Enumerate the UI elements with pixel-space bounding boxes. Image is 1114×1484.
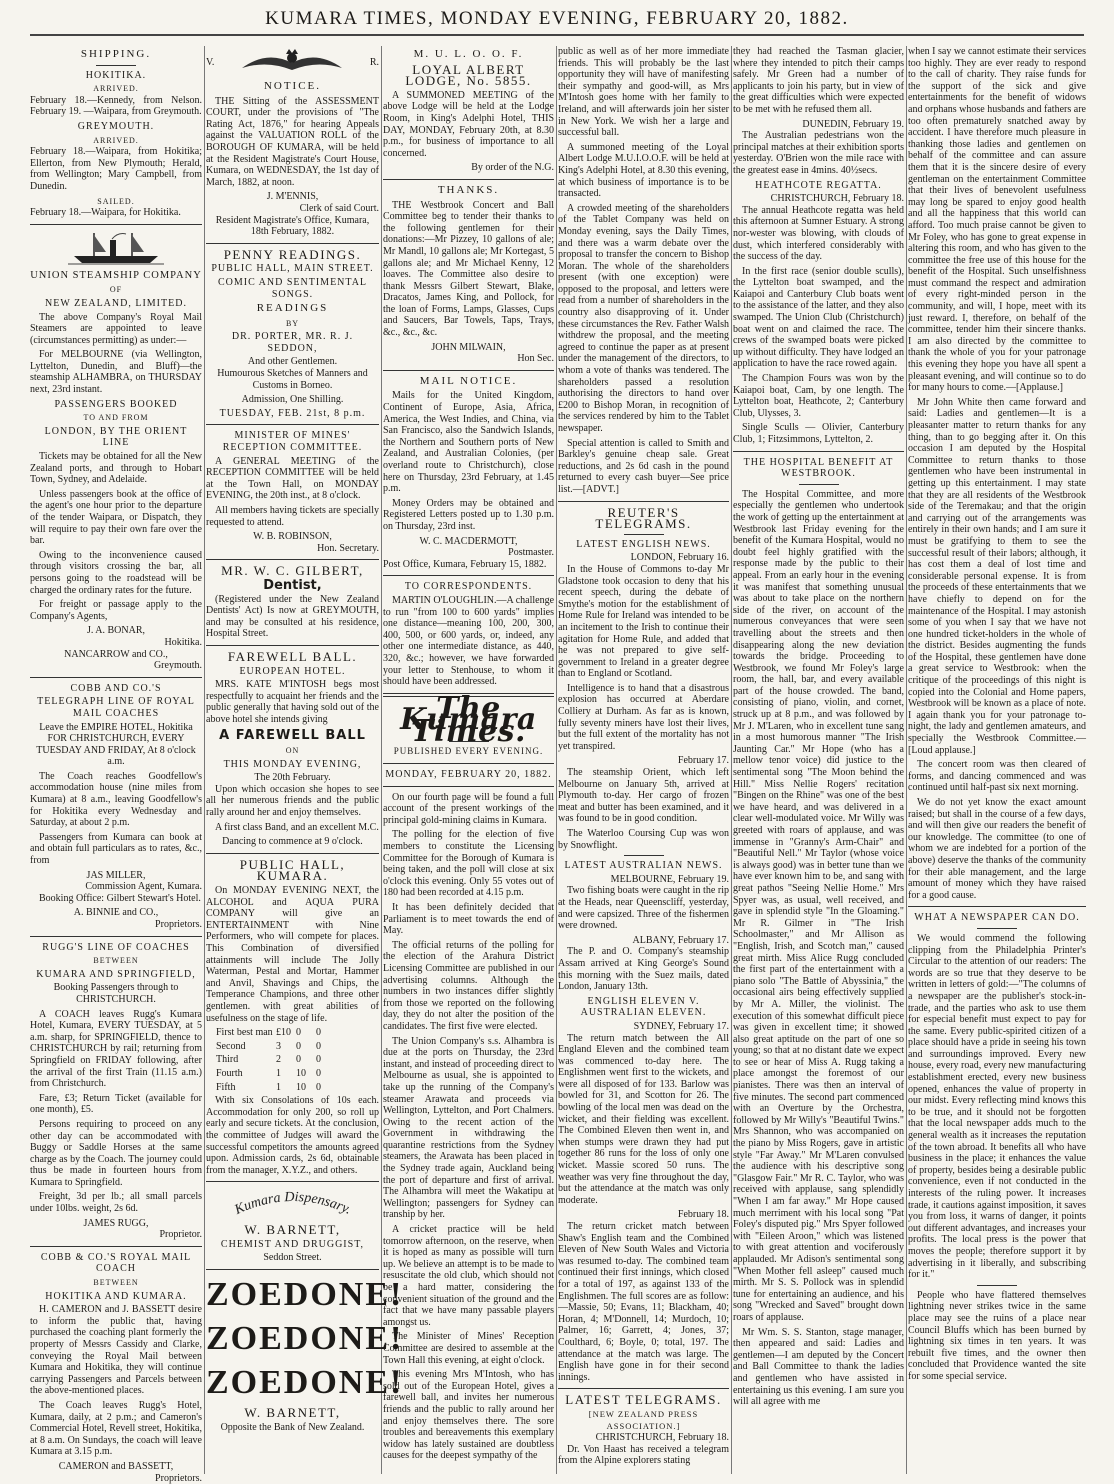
penny-humour: Humourous Sketches of Manners and Customs in Borneo. — [217, 368, 368, 391]
published-line: PUBLISHED EVERY EVENING. — [393, 746, 544, 757]
dateline: February 18. — [677, 1209, 729, 1221]
column-2 — [206, 46, 404, 1474]
union-paragraph: For freight or passage apply to the Company's Agents, — [30, 599, 202, 622]
telegram-paragraph: Two fishing boats were caught in the rip at the Heads, near Queenscliff, yesterday, and were capsized. Three of the fishermen were drowned. — [558, 885, 729, 932]
editorial-paragraph: Special attention is called to Smith and Barkley's genuine cheap sale. Great reductions, and 2s 6d cash in the pound returned to every cash buyer—See price list.—[ADVT.] — [558, 437, 729, 495]
kate-paragraph: Dancing to commence at 9 o'clock. — [222, 836, 363, 848]
cobb2-heading: COBB & CO.'S ROYAL MAIL COACH — [40, 1251, 192, 1275]
prize-cell: 0 — [316, 1040, 321, 1052]
union-paragraph: Unless passengers book at the office of the agent's one hour prior to the departure of the tender Waipara, or Dispatch, they will require to pay their own fare over the bar. — [30, 488, 202, 547]
cobb-paragraph: Passengers from Kumara can book at and obtain full particulars as to rates, &c., from — [30, 831, 202, 867]
prize-table — [206, 1027, 379, 1093]
column-rule — [381, 46, 382, 1474]
signature: W. B. ROBINSON, — [253, 531, 332, 543]
mail-paragraph: Money Orders may be obtained and Registered Letters posted up to 1.30 p.m. on Thursday, 23rd inst. — [383, 497, 554, 532]
editorial-paragraph: The official returns of the polling for the election of the Arahura District Licensing Committee are published in our advertising columns. Although the numbers in two instances differ slightly from those we reported on the following day, they do not alter the position of the candidates. The first five were elected. — [383, 939, 554, 1032]
separator — [206, 424, 379, 425]
orient-line: LONDON, BY THE ORIENT LINE — [44, 425, 188, 449]
barnett-address: Opposite the Bank of New Zealand. — [220, 1421, 365, 1433]
signature-location: Post Office, Kumara, February 15, 1882. — [383, 558, 547, 570]
ball-date: The 20th February. — [254, 772, 331, 784]
masthead — [0, 0, 1114, 40]
zoedone-banner: ZOEDONE! — [206, 1276, 404, 1314]
steamship-icon — [66, 230, 166, 266]
union-of: OF — [109, 285, 123, 295]
union-paragraph: The above Company's Royal Mail Steamers are appointed to leave (circumstances permitting) as under:— — [30, 311, 202, 346]
prize-cell: Fourth — [216, 1067, 243, 1079]
cobb-paragraph: Booking Office: Gilbert Stewart's Hotel. — [39, 892, 201, 904]
minister-paragraph: All members having tickets are specially requested to attend. — [206, 505, 379, 528]
editorial-paragraph: The Minister of Mines' Reception Committee are desired to assemble at the Town Hall this evening, at eight o'clock. — [383, 1331, 554, 1366]
european-hotel: EUROPEAN HOTEL. — [239, 665, 346, 677]
column-1 — [30, 46, 202, 1484]
dateline: February 17. — [677, 755, 729, 767]
issue-date: MONDAY, FEBRUARY 20, 1882. — [385, 769, 552, 781]
separator — [206, 243, 379, 244]
arrived-label: ARRIVED. — [93, 84, 139, 94]
rugg-between: BETWEEN — [93, 956, 139, 966]
editorial-paragraph: The polling for the election of five members to constitute the Licensing Committee for the Borough of Kumara is being taken, and the poll will close at six o'clock this evening. Only 55 votes out of 180 had been recorded at 4.15 p.m. — [383, 829, 554, 899]
column-5 — [733, 46, 904, 1474]
column-rule — [556, 46, 557, 1474]
greymouth-arrivals: February 18.—Waipara, from Hokitika; Ellerton, from New Plymouth; Herald, from Wellington; Mary Campbell, from Dunedin. — [30, 146, 202, 192]
separator — [96, 65, 136, 66]
regatta-paragraph: The Champion Fours was won by the Kaiapoi boat, Cam, by one length. The Lyttelton boat, Heathcote, 2; Canterbury Club, Ulysses, 3. — [733, 373, 904, 419]
separator — [30, 1246, 202, 1247]
separator — [206, 559, 379, 560]
dateline: SYDNEY, February 17. — [633, 1020, 729, 1032]
telegram-paragraph: In the House of Commons to-day Mr Gladstone took occasion to deny that his recent speech, during the debate of Smythe's motion for the establishment of Home Rule for Ireland was intended to be an incitement to the Irish to continue their agitation for Home Rule, and added that he was not prepared to give self-government to Ireland in a greater degree than to England or Scotland. — [558, 563, 729, 680]
prize-cell: 10 — [296, 1067, 306, 1079]
prize-cell: 0 — [296, 1054, 301, 1066]
editorial-paragraph: On our fourth page will be found a full account of the present workings of the principal gold-mining claims in Kumara. — [383, 791, 554, 826]
signature: J. A. BONAR, — [86, 625, 146, 637]
loyal-lodge-heading: LOYAL ALBERT LODGE, No. 5855. — [405, 61, 532, 89]
editorial-paragraph: The Union Company's s.s. Alhambra is due at the ports on Thursday, the 23rd instant, and instead of proceeding direct to Melbourne as usual, she is appointed to take up the running of the Company's steamer Arawata and proceeds via Wellington, Lyttelton, and Port Chalmers. Owing to the recent action of the Government in withdrawing the quarantine restrictions from the Sydney steamers, the Arawata has been placed in the Sydney trade again, Auckland being the port of departure and first of arrival. The Alhambra will meet the Wakatipu at Wellington; passengers for Sydney can tranship by her. — [383, 1035, 554, 1221]
telegram-paragraph: The P. and O. Company's steamship Assam arrived at King George's Sound this morning with the Suez mails, dated London, January 13th. — [558, 946, 729, 993]
sailed-label: SAILED. — [97, 196, 135, 206]
correspondents-paragraph: MARTIN O'LOUGHLIN.—A challenge to run "from 100 to 600 yards" implies one distance—meaning 100, 200, 300, 400, 500, or 600 yards, or, indeed, any other one intermediate distance, as 440, 320, &c.; however, we have forwarded your letter to Stenhouse, to whom it should have been addressed. — [383, 594, 555, 688]
union-subheading: NEW ZEALAND, LIMITED. — [45, 297, 187, 309]
chemist-label: CHEMIST AND DRUGGIST, — [220, 1238, 365, 1250]
telegram-paragraph: The return cricket match between Shaw's English team and the Combined Eleven of New South Wales and Victoria was resumed to-day. The combined team continued their first innings, which closed for a total of 197, as against 133 of the Englishmen. The full scores are as follow:—Massie, 50; Evans, 11; Blackham, 40; Horan, 4; M'Donnell, 14; Murdoch, 10; Palmer, 16; Garrett, 4; Jones, 37; Coulthard, 6; Boyle, 0; total, 197. The attendance at the match was large. The English have gone in for their second innings. — [558, 1221, 729, 1383]
editorial-paragraph: A summoned meeting of the Loyal Albert Lodge M.U.I.O.O.F. will be held at King's Adelphi Hotel, at 8.30 this evening, at which business of importance is to be transacted. — [558, 141, 729, 200]
telegram-paragraph: they had reached the Tasman glacier, where they intended to pitch their camps safely. Mr Green had a number of applicants to join his party, but in view of the great difficulties which were expected to be met with he refused them all. — [733, 46, 904, 115]
union-paragraph: Owing to the inconvenience caused through visitors crossing the bar, all persons going to the roadstead will be charged the ordinary rates for the future. — [30, 549, 202, 596]
gilbert-heading: MR. W. C. GILBERT, — [221, 563, 364, 579]
signature: JAS MILLER, — [86, 869, 146, 881]
telegram-paragraph: Intelligence is to hand that a disastrous explosion has occurred at Aberdare Colliery at Durham. As far as is known, fully seventy miners have lost their lives, but the full extent of the mortality has not yet transpired. — [558, 682, 729, 752]
newspaper-nameplate: The Kumara Times. — [400, 690, 537, 749]
signature-role: Clerk of said Court. — [299, 202, 379, 214]
latest-english-heading: LATEST ENGLISH NEWS. — [576, 538, 711, 550]
royal-crest — [206, 48, 379, 78]
svg-text:Kumara Dispensary. — [231, 1190, 353, 1218]
signature: W. C. MACDERMOTT, — [419, 535, 518, 547]
prize-row — [216, 1082, 379, 1094]
telegram-paragraph: The Waterloo Coursing Cup was won by Snowflight. — [558, 828, 729, 851]
regatta-heading: HEATHCOTE REGATTA. — [755, 179, 882, 191]
signature-role: Proprietors. — [155, 919, 202, 930]
cobb-heading: COBB AND CO.'S — [70, 682, 162, 694]
greymouth-heading: GREYMOUTH. — [77, 120, 155, 132]
crown-crest-icon — [237, 48, 347, 78]
ball-evening: THIS MONDAY EVENING, — [223, 758, 362, 770]
zoedone-banner: ZOEDONE! — [206, 1364, 404, 1402]
regatta-paragraph: Single Sculls — Olivier, Canterbury Club, 1; Fitzsimmons, Lyttelton, 2. — [733, 422, 904, 445]
notice-heading: NOTICE. — [263, 80, 322, 92]
prize-cell: 0 — [316, 1067, 321, 1079]
masthead-title: KUMARA TIMES, MONDAY EVENING, FEBRUARY 20, 1882. — [265, 8, 849, 29]
public-hall-heading: PUBLIC HALL, KUMARA. — [239, 856, 346, 884]
kate-paragraph: MRS. KATE M'INTOSH begs most respectfully to acquaint her friends and the public generally that having sold out of the above hotel she intends giving — [206, 679, 379, 725]
hospital-paragraph: when I say we cannot estimate their services too highly. They are ever ready to respond to the call of charity. They raise funds for the support of the sick and give entertainments for the benefit of widows and orphans whose husbands and fathers are too often prematurely snatched away by accident. I have therefore much pleasure in thanking those ladies and gentlemen on behalf of the committee and can assure them that it is the sincere desire of every gentleman on the entertainment Committee that their lives of benevolent usefulness may long be spared to enjoy good health and all the happiness that this world can afford. Too much praise cannot be given to Mr Foley, who has gone to great expense in altering this room, and who has given to the committee the free use of this house for the benefit of the Hospital. Such unselfishness must command the respect and admiration of every right-minded person in the community, and will, I hope, meet with its just reward. I, therefore, on behalf of the committee, tender him their sincere thanks. I am also directed by the committee to thank the whole of you for your patronage this evening they hope you have all spent a pleasant evening, and will continue so to do for many hours to come.—[Applause.] — [908, 46, 1086, 394]
separator — [977, 1285, 1017, 1286]
prize-cell: £10 — [276, 1027, 291, 1039]
separator — [383, 763, 554, 764]
hall-paragraph: On MONDAY EVENING NEXT, the ALCOHOL and AQUA PURA COMPANY will give an ENTERTAINMENT with Nine Performers, who will compete for places. This Combination of diversified attainments will include The Jolly Waterman, Pestal and Mortar, Hammer and Anvil, Shavings and Chips, the Temperance Champions, and three other gentlemen. with great abilities of usefulness on the stage of life. — [206, 885, 379, 1024]
dateline: CHRISTCHURCH, February 18. — [770, 193, 904, 205]
lightning-paragraph: People who have flattered themselves lightning never strikes twice in the same place may see the ruins of a place near Council Bluffs which has been burned by lightning six times in ten years. It was rebuilt five times, and the owner then concluded that Providence wanted the site for some special service. — [908, 1289, 1086, 1382]
separator — [624, 534, 664, 535]
column-3 — [383, 46, 554, 1474]
cobb-paragraph: The Coach reaches Goodfellow's accommodation house (nine miles from Kumara) at 8 a.m., leaving Goodfellow's for Hokitika every Wednesday and Saturday, at about 2 p.m. — [30, 770, 202, 829]
prize-cell: 2 — [276, 1054, 281, 1066]
separator — [30, 677, 202, 678]
ball-on: ON — [285, 746, 300, 756]
latest-telegrams-heading: LATEST TELEGRAMS. — [565, 1392, 722, 1408]
telegram-paragraph: The steamship Orient, which left Melbourne on January 5th, arrived at Plymouth to-day. Her cargo of frozen meat and butter has been examined, and it was found to be in good condition. — [558, 767, 729, 825]
separator — [383, 370, 554, 371]
column-4 — [558, 46, 729, 1474]
prize-cell: 0 — [316, 1081, 321, 1093]
cobb2-paragraph: H. CAMERON and J. BASSETT desire to inform the public that, having purchased the coaching plant formerly the property of Messrs Cassidy and Clarke, conveying the Royal Mail between Kumara and Hokitika, they will continue carrying Passengers and Parcels between the above-mentioned places. — [30, 1304, 202, 1397]
cobb2-between: BETWEEN — [93, 1278, 139, 1288]
reuters-heading: REUTER'S TELEGRAMS. — [595, 504, 692, 532]
zoedone-banner: ZOEDONE! — [206, 1320, 404, 1358]
prize-cell: Fifth — [216, 1081, 236, 1093]
signature-role: Hon Sec. — [517, 353, 554, 365]
greymouth-sailed: February 18.—Waipara, for Hokitika. — [30, 207, 181, 219]
penny-others: And other Gentlemen. — [247, 356, 338, 368]
gilbert-paragraph: (Registered under the New Zealand Dentists' Act) Is now at GREYMOUTH, and may be consulted at his residence, Hospital Street. — [206, 593, 379, 640]
prize-cell: 0 — [316, 1027, 321, 1039]
column-6 — [908, 46, 1086, 1474]
telegram-paragraph: The Australian pedestrians won the principal matches at their exhibition sports yesterday. O'Brien won the mile race with the greatest ease in 4mins. 40½secs. — [733, 130, 904, 176]
telegram-paragraph: The return match between the All England Eleven and the combined team was commenced to-day here. The Englishmen went first to the wickets, and were all disposed of for 133. Barlow was bowled for 31, and Scotton for 26. The bowling of the local men was dead on the wicket, and their fielding was excellent. The Combined Eleven then went in, and when stumps were drawn they had put together 86 runs for the loss of only one wicket. Massie scored 50 runs. The weather was very fine throughout the day, but the attendance at the match was only moderate. — [558, 1032, 729, 1206]
crest-v: V. — [206, 57, 215, 69]
signature-role: Proprietor. — [159, 1229, 202, 1241]
column-rule — [204, 46, 205, 1474]
union-paragraph: For MELBOURNE (via Wellington, Lyttelton, Dunedin, and Bluff)—the steamship ALHAMBRA, on THURSDAY next, 23rd instant. — [30, 349, 202, 396]
prize-row — [216, 1054, 379, 1066]
editorial-paragraph: A cricket practice will be held tomorrow afternoon, on the reserve, when it is hoped as many as possible will turn up. We believe an attempt is to be made to resuscitate the old club, which should not be a hard matter, considering the convenient situation of the ground and the fact that we have many passable players amongst us. — [383, 1224, 554, 1328]
passengers-sub: TO AND FROM — [83, 413, 149, 423]
separator — [383, 575, 554, 576]
minister-heading: MINISTER OF MINES' RECEPTION COMMITTEE. — [222, 430, 363, 454]
farewell-ball-title: A FAREWELL BALL — [219, 727, 366, 743]
prize-row — [216, 1041, 379, 1053]
dateline: MELBOURNE, February 19. — [610, 873, 729, 885]
penny-by: BY — [285, 318, 300, 328]
signature-location: Resident Magistrate's Office, Kumara, 18th February, 1882. — [215, 214, 370, 238]
hospital-paragraph: We do not yet know the exact amount raised; but shall in the course of a few days, and will then give our readers the benefit of our knowledge. The committee (to one of whom we are indebted for a portion of the above) deserve the thanks of the community for their able management, and the large amount of money which they have raised for a good cause. — [908, 797, 1086, 901]
separator — [558, 1388, 729, 1389]
cobb-title: TELEGRAPH LINE OF ROYAL MAIL COACHES — [37, 696, 195, 719]
cobb2-paragraph: The Coach leaves Rugg's Hotel, Kumara, daily, at 2 p.m.; and Cameron's Commercial Hotel, Revell street, Hokitika, at 8 a.m. On Sundays, the coach will leave Kumara at 3.15 p.m. — [30, 1399, 202, 1458]
separator — [383, 179, 554, 180]
rugg-paragraph: A COACH leaves Rugg's Kumara Hotel, Kumara, EVERY TUESDAY, at 5 a.m. sharp, for SPRINGFIELD, thence to CHRISTCHURCH by rail; returning from Springfield on FRIDAY following, after the arrival of the first Train (11.15 a.m.) from Christchurch. — [30, 1008, 202, 1090]
editorial-paragraph: public as well as of her more immediate friends. This will probably be the last opportunity they will have of manifesting their sympathy and good-will, as Mrs M'Intosh goes home with her family to Ireland, and will afterwards join her sister in New York. We wish her a large and successful ball. — [558, 46, 729, 139]
minister-paragraph: A GENERAL MEETING of the RECEPTION COMMITTEE will be held at the Town Hall, on MONDAY EVENING, the 20th inst., at 8 o'clock. — [206, 455, 379, 502]
masthead-rule — [30, 34, 1084, 36]
signature-role: Hon. Secretary. — [317, 542, 379, 554]
rugg-route: KUMARA AND SPRINGFIELD, — [36, 968, 196, 980]
penny-performers: DR. PORTER, MR. R. J. SEDDON, — [231, 331, 354, 354]
dateline: CHRISTCHURCH, February 18. — [595, 1432, 729, 1444]
separator — [558, 501, 729, 502]
separator — [383, 786, 554, 787]
regatta-paragraph: In the first race (senior double sculls), the Lyttelton boat swamped, and the Kaiapoi and Canterbury Club boats went to the assistance of the latter, and they also swamped. The Union Club (Christchurch) boat went on and claimed the race. The crews of the swamped boats were picked up without difficulty. They have lodged an application to have the race rowed again. — [733, 265, 904, 370]
editorial-paragraph: A crowded meeting of the shareholders of the Tablet Company was held on Monday evening, says the Daily Times, and there was a warm debate over the proposal to transfer the concern to Bishop Moran. The whole of the shareholders present (with one exception) were opposed to the proposal, and letters were read from a number of shareholders in the country also disapproving of it. Under these circumstances the Rev. Father Walsh withdrew the proposal, and the meeting agreed to continue the paper as at present under the management of the directors, to whom a vote of thanks was tendered. The shareholders passed a resolution authorising the directors to hand over £200 to Bishop Moran, in recognition of the services rendered by him to the Tablet newspaper. — [558, 202, 729, 434]
shipping-heading: SHIPPING. — [80, 48, 152, 60]
farewell-heading: FAREWELL BALL. — [227, 648, 358, 664]
penny-readings-heading: PENNY READINGS. — [223, 246, 362, 262]
hokitika-arrivals: February 18.—Kennedy, from Nelson. February 19. —Waipara, from Greymouth. — [30, 94, 202, 118]
arrived-label: ARRIVED. — [93, 135, 139, 145]
barnett-name: W. BARNETT, — [244, 1405, 341, 1421]
prize-cell: 1 — [276, 1067, 281, 1079]
seddon-street: Seddon Street. — [263, 1252, 322, 1264]
prize-cell: First best man — [216, 1027, 273, 1039]
signature-location: Hokitika. — [164, 636, 202, 648]
signature-role: Proprietors. — [155, 1472, 202, 1484]
prize-row — [216, 1068, 379, 1080]
separator — [206, 853, 379, 854]
lodge-paragraph: A SUMMONED MEETING of the above Lodge will be held at the Lodge Room, in King's Adelphi Hotel, THIS DAY, MONDAY, February 20th, at 8.30 p.m., for business of importance to all concerned. — [383, 89, 554, 159]
kate-paragraph: Upon which occasion she hopes to see all her numerous friends and the public rally around her and enjoy themselves. — [206, 783, 379, 819]
prize-row — [216, 1027, 379, 1039]
signature: JOHN MILWAIN, — [431, 341, 506, 353]
newspaper-heading: WHAT A NEWSPAPER CAN DO. — [914, 912, 1080, 924]
press-association: [NEW ZEALAND PRESS ASSOCIATION.] — [588, 1408, 699, 1431]
prize-cell: Second — [216, 1040, 246, 1052]
muloof-heading: M. U. L. O. O. F. — [413, 48, 524, 60]
separator — [799, 484, 839, 485]
latest-australian-heading: LATEST AUSTRALIAN NEWS. — [564, 860, 723, 872]
separator — [30, 224, 202, 225]
column-rule — [731, 46, 732, 1474]
penny-hall: PUBLIC HALL, MAIN STREET. — [211, 263, 374, 275]
telegram-paragraph: Dr. Von Haast has received a telegram from the Alpine explorers stating — [558, 1443, 729, 1467]
dateline: ALBANY, February 17. — [632, 934, 729, 946]
hall-paragraph: With six Consolations of 10s each. Accommodation for only 200, so roll up early and secure tickets. At the conclusion, the committee of Judges will award the successful competitors the amounts agreed upon. Admission cards, 2s 6d, obtainable from the manager, X.Y.Z., and others. — [206, 1095, 379, 1176]
hospital-paragraph: Mr Wm. S. S. Stanton, stage manager, then appeared and said: Ladies and gentlemen—I am deputed by the Concert and Ball Committee to thank the ladies and gentlemen who have assisted in entertaining us this evening. I am sure you will all agree with me — [733, 1326, 904, 1408]
signature: J. M'ENNIS, — [266, 191, 319, 203]
penny-admission: Admission, One Shilling. — [241, 394, 344, 406]
notice-paragraph: THE Sitting of the ASSESSMENT COURT, under the provisions of "The Rating Act, 1876," for hearing Appeals against the VALUATION ROLL of the BOROUGH OF KUMARA, will be held at the Resident Magistrate's Court House, Kumara, on WEDNESDAY, the 1st day of March, 1882, at noon. — [206, 95, 379, 188]
regatta-paragraph: The annual Heathcote regatta was held this afternoon at Sumner Estuary. A strong nor-wester was blowing, with clouds of dust, which interfered considerably with the success of the day. — [733, 204, 904, 263]
hospital-paragraph: The concert room was then cleared of forms, and dancing commenced and was continued until half-past six next morning. — [908, 759, 1086, 794]
signature-role: Postmaster. — [508, 547, 554, 559]
hospital-heading: THE HOSPITAL BENEFIT AT WESTBROOK. — [743, 456, 894, 480]
rugg-paragraph: Freight, 3d per lb.; all small parcels under 10lbs. weight, 2s 6d. — [30, 1191, 202, 1215]
cobb2-route: HOKITIKA AND KUMARA. — [45, 1290, 187, 1302]
kate-paragraph: A first class Band, and an excellent M.C. — [215, 821, 379, 833]
prize-cell: 0 — [296, 1027, 301, 1039]
signature: A. BINNIE and CO., — [73, 907, 159, 919]
cobb-paragraph: Leave the EMPIRE HOTEL, Hokitika FOR CHRISTCHURCH, EVERY TUESDAY AND FRIDAY, At 8 o'clock a.m. — [36, 721, 196, 768]
editorial-paragraph: This evening Mrs M'Intosh, who has sold out of the European Hotel, gives a farewell ball, and invites her numerous friends and the public to rally around her and enjoy themselves there. The sore troubles and bereavements this exemplary widow has lately sustained are doubtless causes for the deepest sympathy of the — [383, 1369, 554, 1462]
prize-cell: 0 — [316, 1054, 321, 1066]
dispensary-arched-title — [218, 1187, 368, 1221]
signature: CAMERON and BASSETT, — [58, 1460, 174, 1472]
separator — [908, 906, 1086, 907]
prize-cell: 10 — [296, 1081, 306, 1093]
signature-location: Greymouth. — [153, 660, 202, 672]
mail-notice-heading: MAIL NOTICE. — [419, 374, 518, 387]
dispensary-title-text: Kumara Dispensary. — [232, 1190, 353, 1219]
dateline: LONDON, February 16. — [630, 552, 729, 564]
dentist-label: Dentist, — [263, 577, 322, 593]
newspaper-paragraph: We would commend the following clipping from the Philadelphia Printer's Circular to the attention of our readers: The words are so true that they deserve to be written in letters of gold:—"The columns of a newspaper are the publisher's stock-in-trade, and the parties who ask to use them for especial benefit must expect to pay for the same. Every public-spirited citizen of a place should have a pride in seeing his town and surroundings improved. Every new house, every road, every new manufacturing establishment erected, every new business opened, enhances the value of property in our midst. Every reflecting mind knows this to be true, and it should not be forgotten that the local newspaper adds much to the general wealth as it increases the reputation of the town abroad. It benefits all who have business in the place; it enhances the value of property, besides being a desirable public convenience, even if not conducted in the interests of the ruling power. It increases trade, it cautions against imposition, it saves you from loss, it warns of danger, it points out different advantages, and increases your profits. The local press is the power that moves the people; therefore support it by advertising in it liberally, and subscribing for it." — [908, 932, 1086, 1281]
barnett-name: W. BARNETT, — [244, 1222, 341, 1238]
rugg-heading: RUGG'S LINE OF COACHES — [42, 941, 190, 953]
rugg-paragraph: Persons requiring to proceed on any other day can be accommodated with Buggy or Saddle Horses at the same charge as by the Coach. The journey could thus be made in fourteen hours from Kumara to Springfield. — [30, 1118, 202, 1188]
separator — [977, 928, 1017, 929]
rugg-paragraph: Booking Passengers through to CHRISTCHURCH. — [53, 982, 179, 1005]
dateline: DUNEDIN, February 19. — [802, 118, 904, 130]
signature-location: Commission Agent, Kumara. — [85, 881, 202, 893]
prize-cell: 3 — [276, 1040, 281, 1052]
prize-cell: 1 — [276, 1081, 281, 1093]
separator — [30, 936, 202, 937]
signature: NANCARROW and CO., — [64, 648, 168, 660]
rugg-paragraph: Fare, £3; Return Ticket (available for one month), £5. — [30, 1092, 202, 1116]
penny-date: TUESDAY, FEB. 21st, 8 p.m. — [219, 407, 366, 419]
hospital-paragraph: The Hospital Committee, and more especially the gentlemen who undertook the work of getting up the entertainment at Westbrook last Friday evening for the benefit of the Kumara Hospital, would no doubt feel highly gratified with the response made by the public to their appeal. From an early hour in the evening it was manifest that something unusual was about to take place on the northern side of the river, on account of the numerous conveyances that were seen travelling about the streets and then disappearing along the new deviation towards the bridge. Proceeding to Westbrook, we found Mr Foley's large room, the hall, bar, and every available part of the house crowded. The band, consisting of piano, violin, and cornet, struck up at 8 p.m., and was followed by Mr J. M'Laren, who in excellent tune sang in a most humorous manner "The Irish Jaunting Car." Mr Hope (who has a mellow tenor voice) did justice to the sentimental song "The Moon behind the Hill." Miss Nellie Rogers' recitation "Bingen on the Rhine" was one of the best we have heard, and was delivered in a clear well-modulated voice. Mr Willy was greeted with roars of applause, and was immense in "Granny's Arm-Chair" and "Beautiful Nell." Mr Taylor (whose voice is always good) was in better tune than we have ever known him to be, and sang with great pathos "Seeing Nellie Home." Mrs Spyer was, as usual, well received, and gave in splendid style "In the Gloaming." Mr R. Gilmer in "The Irish Schoolmaster," and Mr Allison as "English, Irish, and Scotch man," caused great mirth. Miss Alice Rugg concluded the first part of the entertainment with a piano solo "The Battle of Abyssinia," the occasional airs being effectively supplied by Mr A. Miller, the violinist. The execution of this somewhat difficult piece was given in excellent time; it showed also great aptitude on the part of one so young; so that at no distant date we expect to see or hear of Miss A. Rugg taking a place amongst the foremost of our pianistes. There was then an interval of five minutes. The second part commenced with an Overture by the Orchestra, followed by Mr Willy's "Beautiful Twins." Mrs Shannon, who was accompanied on the piano by Miss Rogers, gave in artistic style "Far Away." Mr M'Laren convulsed the audience with his descriptive song "Glasgow Fair." Mr R. C. Taylor, who was received with applause, sang splendidly "When I am far away." Mr Hope caused much merriment with his local song "Pat Foley's disputed pig." Mrs Spyer followed with "Eileen Aroon," which was listened to with great attention and vociferously applauded. Mr Adison's sentimental song "When Mother fell asleep" caused much mirth. Mr S. S. Pollock was in splendid tune for entertaining an audience, and his song "Wrecked and Saved" brought down roars of applause. — [733, 488, 904, 1323]
prize-cell: 0 — [296, 1040, 301, 1052]
union-heading: UNION STEAMSHIP COMPANY — [30, 269, 202, 281]
passengers-heading: PASSENGERS BOOKED — [54, 398, 178, 410]
editorial-paragraph: It has been definitely decided that Parliament is to meet towards the end of May. — [383, 902, 554, 937]
separator — [624, 855, 664, 856]
mail-paragraph: Mails for the United Kingdom, Continent of Europe, Asia, Africa, America, the West Indies, and China, via San Francisco, also the Sandwich Islands, the Northern and Southern ports of New Zealand, and Australian Colonies, (per overland route to Christchurch), close here on Thursday, 23rd February, at 1.45 p.m. — [383, 390, 554, 495]
correspondents-heading: TO CORRESPONDENTS. — [404, 581, 533, 593]
thanks-paragraph: THE Westbrook Concert and Ball Committee beg to tender their thanks to the following gentlemen for their donations:—Mr Pizzey, 10 gallons of ale; Mr Mandl, 10 gallons ale; Mr Kortegast, 5 gallons ale; and Mr Michael Kenny, 12 loaves. The Committee also desire to thank Messrs Gilbert Stewart, Blake, Dracatos, James King, and Pollock, for the loan of Forms, Lamps, Glasses, Cups and Saucers, Bar Towels, Taps, Trays, &c., &c., &c. — [383, 199, 554, 339]
crest-r: R. — [369, 57, 379, 69]
prize-cell: Third — [216, 1054, 239, 1066]
separator — [206, 1269, 379, 1270]
eleven-heading: ENGLISH ELEVEN V. AUSTRALIAN ELEVEN. — [580, 995, 707, 1019]
thanks-heading: THANKS. — [437, 183, 500, 196]
hospital-paragraph: Mr John White then came forward and said: Ladies and gentlemen—It is a pleasanter matter to return thanks for any thing, than to go begging after it. On this occasion I am deputed by the Hospital Committee to return thanks to those gentlemen who have been instrumental in getting up this entertainment. I may state that they are all residents of the Westbrook side of the Teremakau; and that the origin and carrying out of the arrangements was entirely in their own hands; and I am sure it must be gratifying to them to see the successful result of their labors; although, it has cost them a deal of lost time and considerable personal expense. It is from the proceeds of these entertainments that we have chiefly to depend on for the maintenance of the Hospital. I may astonish some of you when I say that we have not one hundred ticket-holders in the whole of the district. Besides augmenting the funds of the Hospital, these gentlemen have done a great service to Westbrook: when the critique of the proceedings of this night is copied into the Colonial and Home papers, Westbrook will be known as a place of note. I again thank you for your patronage to-night, the lady and gentlemen amateurs, and specially the Westbrook Committee.—[Loud applause.] — [908, 396, 1086, 756]
separator — [206, 645, 379, 646]
signature: JAMES RUGG, — [83, 1217, 149, 1229]
separator — [733, 451, 904, 452]
penny-songs: COMIC AND SENTIMENTAL SONGS. — [217, 276, 368, 300]
union-paragraph: Tickets may be obtained for all the New Zealand ports, and through to Hobart Town, Sydney, and Adelaide. — [30, 451, 202, 486]
signature: By order of the N.G. — [471, 162, 554, 174]
penny-readings-label: READINGS — [256, 302, 329, 315]
hokitika-heading: HOKITIKA. — [85, 69, 147, 81]
separator — [206, 1181, 379, 1182]
column-rule — [906, 46, 907, 1474]
